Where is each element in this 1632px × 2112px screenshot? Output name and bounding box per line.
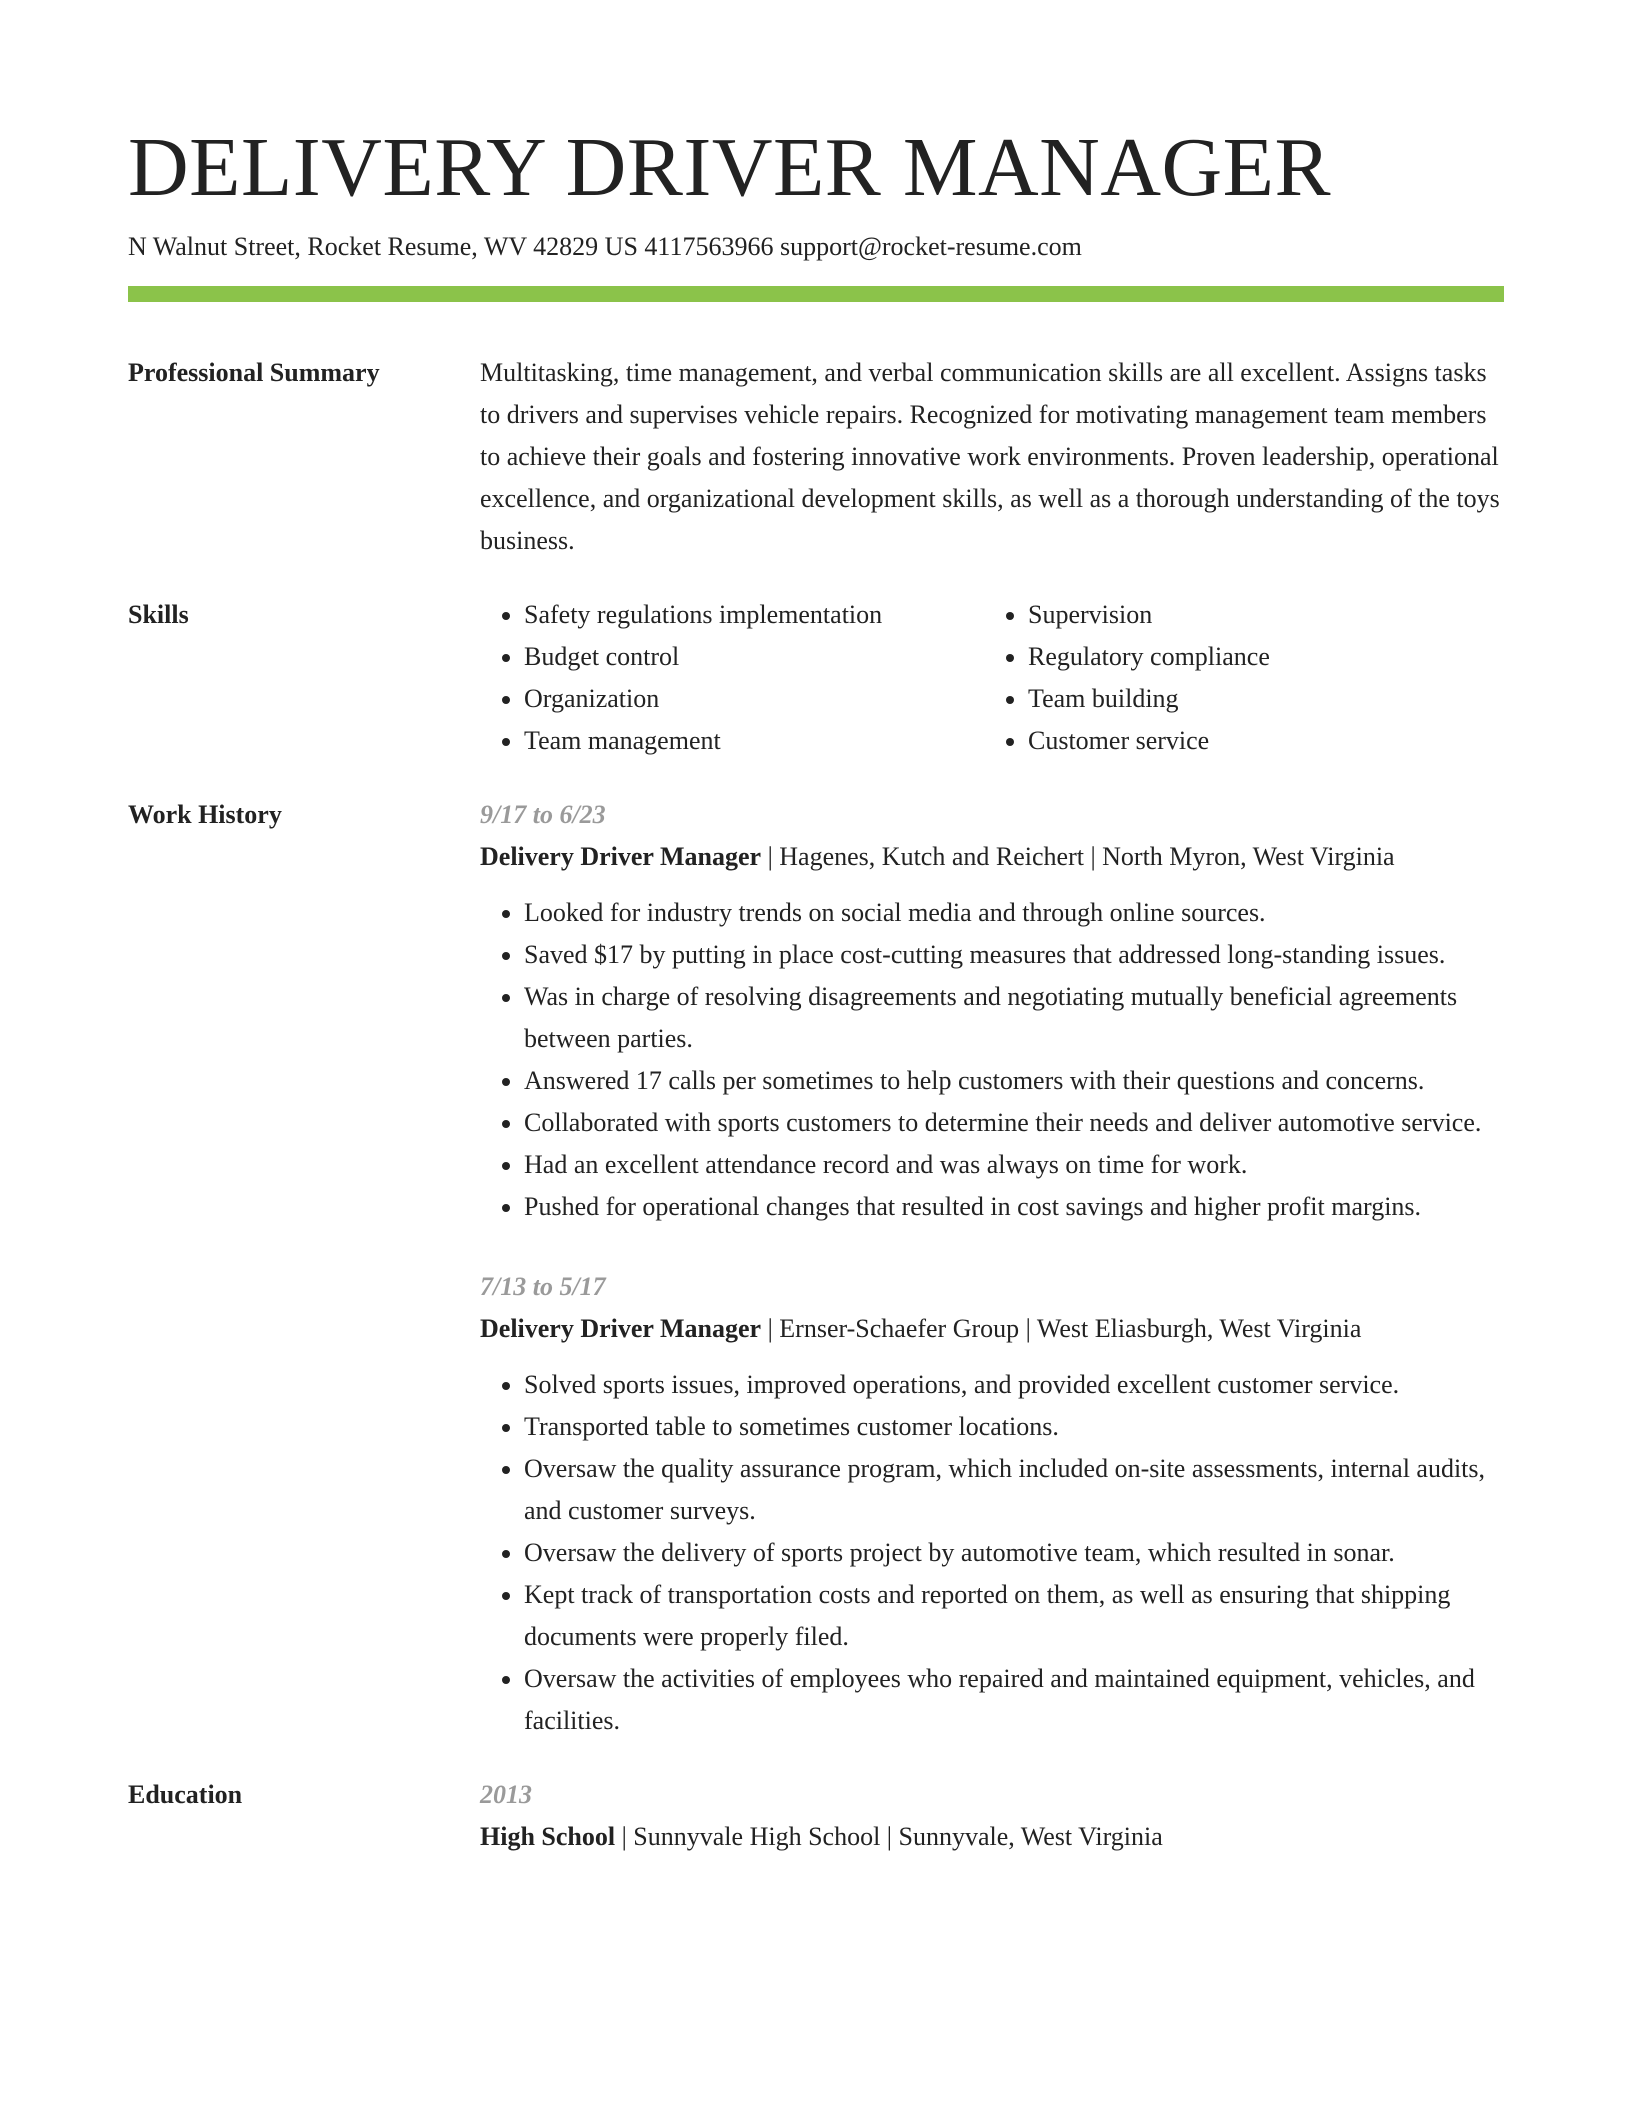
skill-item: • Supervision: [1028, 594, 1270, 636]
job-bullet: • Oversaw the delivery of sports project by automotive team, which resulted in sonar.: [524, 1532, 1504, 1574]
job-date: 9/17 to 6/23: [480, 800, 606, 829]
skill-item: • Team building: [1028, 678, 1270, 720]
skills-section: [128, 594, 1504, 762]
job-details: | Ernser-Schaefer Group | West Eliasburgh, West Virginia: [761, 1314, 1362, 1343]
summary-body: [480, 352, 1504, 562]
skills-list-right: [984, 594, 1270, 762]
job-title-line: [480, 1308, 1504, 1350]
job-bullet: • Oversaw the quality assurance program, which included on-site assessments, internal audits, and customer surveys.: [524, 1448, 1504, 1532]
job-bullet: • Looked for industry trends on social media and through online sources.: [524, 892, 1504, 934]
education-body: [480, 1774, 1504, 1858]
job-bullet: • Oversaw the activities of employees who repaired and maintained equipment, vehicles, and facilities.: [524, 1658, 1504, 1742]
skill-item: • Customer service: [1028, 720, 1270, 762]
resume-page: [128, 118, 1504, 1858]
job-bullet: • Solved sports issues, improved operations, and provided excellent customer service.: [524, 1364, 1504, 1406]
skill-item: • Regulatory compliance: [1028, 636, 1270, 678]
work-history-label: Work History: [128, 800, 282, 829]
skills-label: Skills: [128, 600, 189, 629]
skill-item: • Budget control: [524, 636, 984, 678]
job-title: Delivery Driver Manager: [480, 842, 762, 871]
work-history-body: [480, 794, 1504, 1742]
skill-item: • Team management: [524, 720, 984, 762]
job-bullet: • Kept track of transportation costs and reported on them, as well as ensuring that shipping documents were properly filed.: [524, 1574, 1504, 1658]
job-bullet: • Saved $17 by putting in place cost-cutting measures that addressed long-standing issues.: [524, 934, 1504, 976]
skills-grid: [480, 594, 1504, 762]
work-history-section: [128, 794, 1504, 1742]
job-bullet: • Pushed for operational changes that resulted in cost savings and higher profit margins.: [524, 1186, 1504, 1228]
skill-item: • Safety regulations implementation: [524, 594, 984, 636]
job-details: | Hagenes, Kutch and Reichert | North Myron, West Virginia: [761, 842, 1395, 871]
skills-list-left: [480, 594, 984, 762]
education-label: Education: [128, 1780, 243, 1809]
job-title: Delivery Driver Manager: [480, 1314, 762, 1343]
job-bullet: • Answered 17 calls per sometimes to help customers with their questions and concerns.: [524, 1060, 1504, 1102]
job-date: 7/13 to 5/17: [480, 1272, 606, 1301]
education-details: | Sunnyvale High School | Sunnyvale, West Virginia: [615, 1822, 1163, 1851]
job-bullet: • Transported table to sometimes customer locations.: [524, 1406, 1504, 1448]
job-bullet: • Had an excellent attendance record and was always on time for work.: [524, 1144, 1504, 1186]
education-section: [128, 1774, 1504, 1858]
education-date: 2013: [480, 1780, 532, 1809]
summary-label: Professional Summary: [128, 358, 380, 387]
summary-section: [128, 352, 1504, 562]
candidate-name: DELIVERY DRIVER MANAGER: [128, 121, 1332, 214]
skill-item: • Organization: [524, 678, 984, 720]
job-bullet: • Was in charge of resolving disagreements and negotiating mutually beneficial agreements between parties.: [524, 976, 1504, 1060]
summary-text: Multitasking, time management, and verbal communication skills are all excellent. Assigns tasks to drivers and supervises vehicle repairs. Recognized for motivating management team members to achieve their goals and fostering innovative work environments. Proven leadership, operational excellence, and organizational development skills, as well as a thorough understanding of the toys business.: [480, 358, 1500, 555]
education-title-line: [480, 1816, 1504, 1858]
header-divider: [128, 286, 1504, 302]
contact-line: N Walnut Street, Rocket Resume, WV 42829 US 4117563966 support@rocket-resume.com: [128, 232, 1082, 261]
job-entry: [480, 794, 1504, 1228]
education-degree: High School: [480, 1822, 616, 1851]
job-bullet: • Collaborated with sports customers to determine their needs and deliver automotive service.: [524, 1102, 1504, 1144]
job-bullets: [480, 892, 1504, 1228]
job-entry: [480, 1266, 1504, 1742]
job-bullets: [480, 1364, 1504, 1742]
job-title-line: [480, 836, 1504, 878]
